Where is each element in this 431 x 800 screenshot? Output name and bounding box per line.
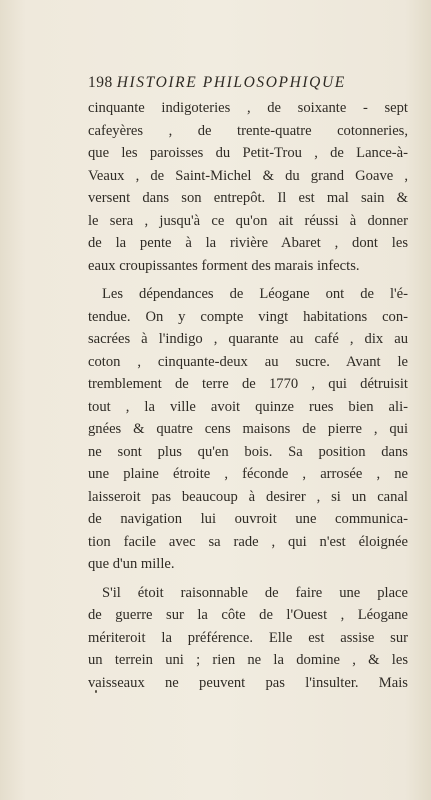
- text-line: que les paroisses du Petit-Trou , de Lance-à-: [88, 145, 408, 161]
- text-line: tout , la ville avoit quinze rues bien ali-: [88, 398, 408, 415]
- paragraph-1: [88, 97, 408, 277]
- text-line: ne sont plus qu'en bois. Sa position dans: [88, 443, 408, 460]
- text-line: de la pente à la rivière Abaret , dont les: [88, 235, 408, 251]
- text-line: versent dans son entrepôt. Il est mal sain &: [88, 190, 408, 206]
- page-number: 198: [88, 74, 113, 91]
- text-line: eaux croupissantes forment des marais infects.: [88, 257, 360, 274]
- text-line: gnées & quatre cens maisons de pierre , qui: [88, 421, 408, 437]
- text-line: Veaux , de Saint-Michel & du grand Goave ,: [88, 167, 408, 184]
- ink-speck: [95, 690, 97, 693]
- text-line: mériteroit la préférence. Elle est assise sur: [88, 629, 408, 646]
- text-line: le sera , jusqu'à ce qu'on ait réussi à donner: [88, 212, 408, 229]
- text-line: vaisseaux ne peuvent pas l'insulter. Mais: [88, 674, 408, 691]
- text-line: de navigation lui ouvroit une communica-: [88, 511, 408, 527]
- text-line: laisseroit pas beaucoup à desirer , si un canal: [88, 488, 408, 505]
- text-line: un terrein uni ; rien ne la domine , & les: [88, 652, 408, 668]
- body-text: [88, 97, 408, 694]
- paragraph-2: [88, 283, 408, 576]
- running-title: HISTOIRE PHILOSOPHIQUE: [116, 74, 346, 91]
- text-line: tremblement de terre de 1770 , qui détruisit: [88, 376, 408, 392]
- paragraph-3: [88, 582, 408, 695]
- text-line: tendue. On y compte vingt habitations con-: [88, 308, 408, 325]
- text-line: sacrées à l'indigo , quarante au café , dix au: [88, 331, 408, 347]
- running-header: [88, 74, 406, 96]
- text-line: coton , cinquante-deux au sucre. Avant le: [88, 353, 408, 370]
- text-line: de guerre sur la côte de l'Ouest , Léogane: [88, 607, 408, 623]
- text-line: que d'un mille.: [88, 556, 175, 572]
- text-line: une plaine étroite , féconde , arrosée , ne: [88, 466, 408, 482]
- text-line: Les dépendances de Léogane ont de l'é-: [102, 286, 408, 302]
- text-line: cafeyères , de trente-quatre cotonneries,: [88, 122, 408, 139]
- text-line: S'il étoit raisonnable de faire une place: [102, 584, 408, 601]
- text-line: tion facile avec sa rade , qui n'est éloignée: [88, 533, 408, 550]
- text-line: cinquante indigoteries , de soixante - sept: [88, 100, 408, 116]
